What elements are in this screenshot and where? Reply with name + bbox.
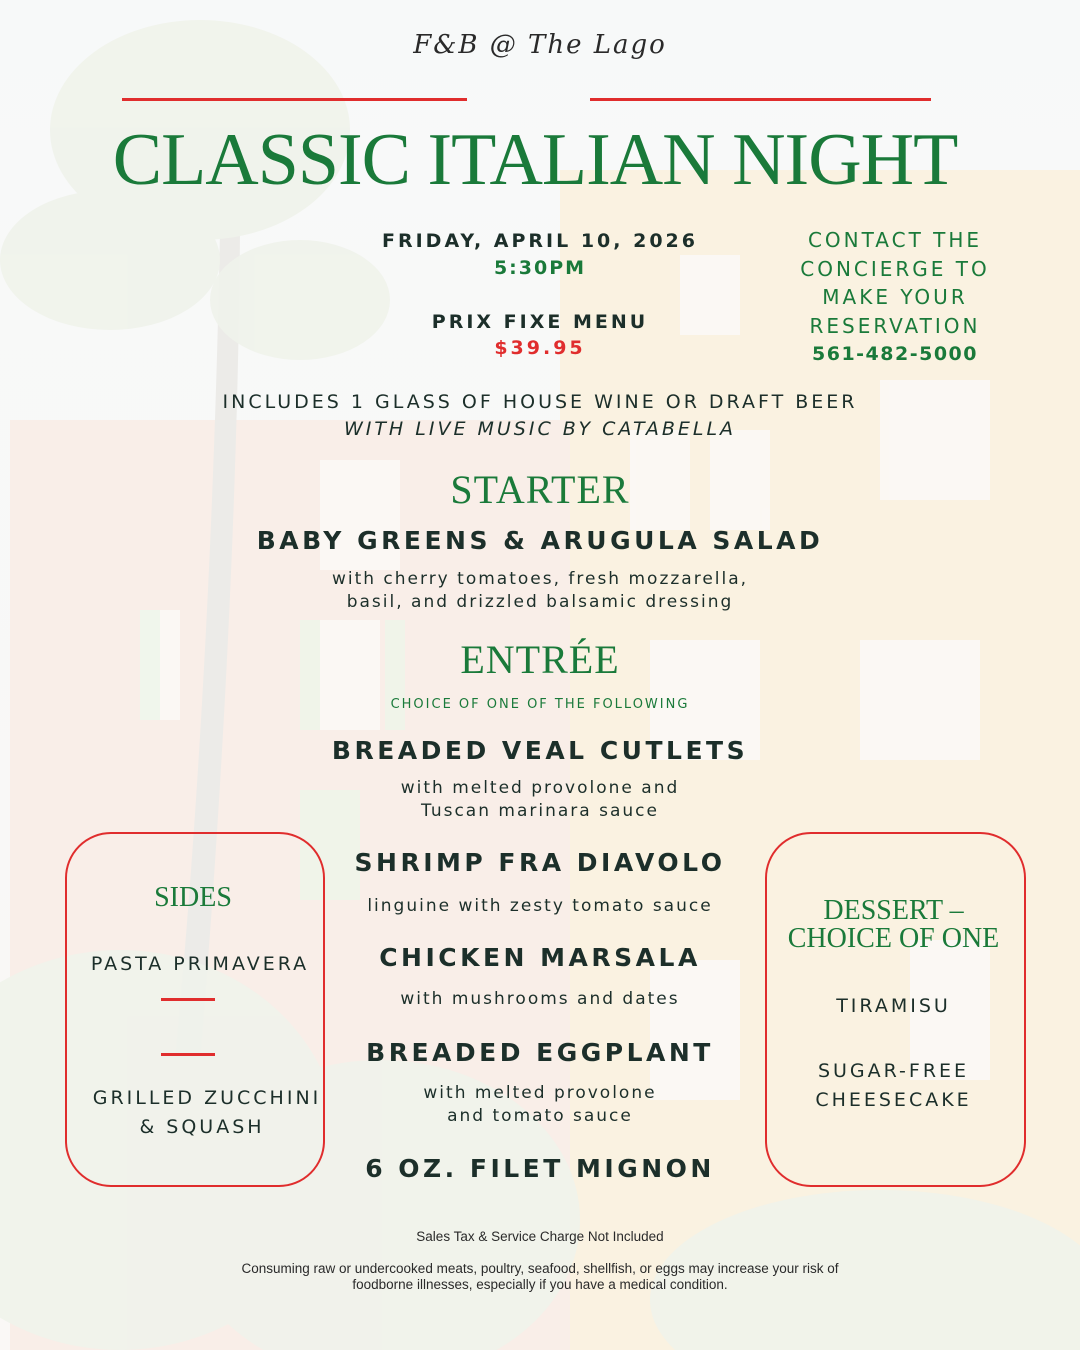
contact-line: MAKE YOUR bbox=[822, 285, 968, 309]
page-title: CLASSIC ITALIAN NIGHT bbox=[112, 119, 958, 201]
contact-line: CONTACT THE bbox=[807, 228, 983, 252]
starter-desc-line: with cherry tomatoes, fresh mozzarella, bbox=[331, 569, 749, 589]
dessert-item-line: SUGAR-FREE bbox=[817, 1060, 970, 1082]
side-item-zucchini bbox=[60, 1084, 354, 1142]
dessert-heading bbox=[765, 897, 1022, 953]
sides-divider bbox=[161, 998, 215, 1001]
event-time: 5:30PM bbox=[493, 257, 587, 279]
entree-desc-line: with melted provolone bbox=[423, 1083, 657, 1103]
menu-label: PRIX FIXE MENU bbox=[431, 311, 649, 333]
entree-desc-line: with melted provolone and bbox=[400, 778, 680, 798]
health-warning-line: Consuming raw or undercooked meats, poultry, seafood, shellfish, or eggs may increase your risk of bbox=[241, 1261, 839, 1276]
entree-heading: ENTRÉE bbox=[460, 637, 620, 682]
health-warning bbox=[0, 1261, 1080, 1293]
entree-item-chicken: CHICKEN MARSALA bbox=[379, 943, 701, 972]
entree-desc-shrimp: linguine with zesty tomato sauce bbox=[367, 896, 713, 916]
event-date: FRIDAY, APRIL 10, 2026 bbox=[382, 230, 698, 252]
contact-block bbox=[780, 226, 1010, 368]
includes-line: INCLUDES 1 GLASS OF HOUSE WINE OR DRAFT BEER bbox=[222, 391, 858, 413]
entree-desc-veal bbox=[0, 777, 1080, 823]
entree-desc-chicken: with mushrooms and dates bbox=[400, 989, 680, 1009]
entree-desc-line: and tomato sauce bbox=[447, 1106, 633, 1126]
dessert-item-tiramisu: TIRAMISU bbox=[836, 995, 951, 1017]
starter-item: BABY GREENS & ARUGULA SALAD bbox=[256, 526, 824, 555]
live-music-line: WITH LIVE MUSIC BY CATABELLA bbox=[343, 418, 737, 440]
entree-item-shrimp: SHRIMP FRA DIAVOLO bbox=[354, 848, 726, 877]
header-rule-left bbox=[122, 98, 467, 101]
starter-desc-line: basil, and drizzled balsamic dressing bbox=[346, 592, 734, 612]
entree-subheading: CHOICE OF ONE OF THE FOLLOWING bbox=[390, 697, 690, 712]
brand-script-title: F&B @ The Lago bbox=[413, 30, 667, 60]
sides-heading: SIDES bbox=[154, 882, 232, 913]
health-warning-line: foodborne illnesses, especially if you have a medical condition. bbox=[352, 1277, 728, 1292]
starter-desc bbox=[0, 568, 1080, 614]
contact-line: RESERVATION bbox=[809, 313, 981, 338]
dessert-item-line: CHEESECAKE bbox=[815, 1089, 972, 1111]
dessert-heading-line: DESSERT – bbox=[823, 895, 964, 926]
sides-divider bbox=[161, 1053, 215, 1056]
starter-heading: STARTER bbox=[450, 467, 630, 512]
contact-line: CONCIERGE TO bbox=[800, 256, 990, 281]
side-item-line: & SQUASH bbox=[139, 1116, 265, 1138]
tax-note: Sales Tax & Service Charge Not Included bbox=[416, 1229, 664, 1244]
entree-item-eggplant: BREADED EGGPLANT bbox=[366, 1038, 714, 1067]
contact-phone: 561-482-5000 bbox=[812, 343, 978, 365]
entree-item-veal: BREADED VEAL CUTLETS bbox=[331, 736, 749, 765]
entree-desc-line: Tuscan marinara sauce bbox=[421, 801, 659, 821]
dessert-heading-line: CHOICE OF ONE bbox=[787, 923, 1000, 954]
dessert-item-cheesecake bbox=[765, 1057, 1022, 1115]
side-item-pasta: PASTA PRIMAVERA bbox=[90, 953, 310, 975]
header-rule-right bbox=[590, 98, 931, 101]
entree-item-filet: 6 OZ. FILET MIGNON bbox=[365, 1154, 715, 1183]
menu-price: $39.95 bbox=[494, 337, 586, 359]
side-item-line: GRILLED ZUCCHINI bbox=[92, 1087, 322, 1109]
